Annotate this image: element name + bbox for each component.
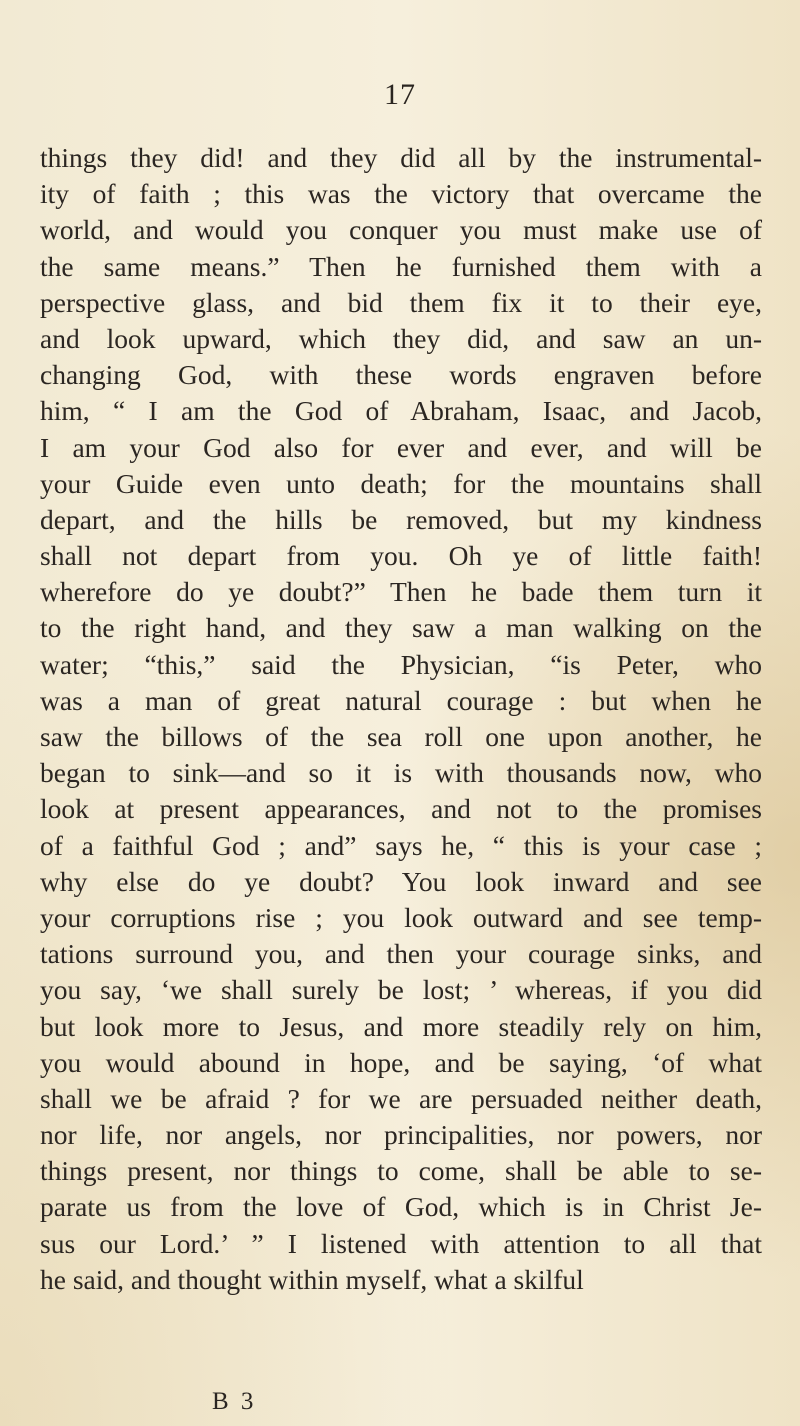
body-text <box>40 140 762 1298</box>
text-line: began to sink—and so it is with thousands now, who <box>40 757 762 789</box>
text-line: nor life, nor angels, nor principalities, nor powers, nor <box>40 1119 762 1151</box>
text-line: shall we be afraid ? for we are persuaded neither death, <box>40 1082 762 1114</box>
text-line: world, and would you conquer you must make use of <box>40 214 762 246</box>
text-line: wherefore do ye doubt?” Then he bade them turn it <box>40 576 762 608</box>
text-line: look at present appearances, and not to the promises <box>40 793 762 825</box>
text-line: him, “ I am the God of Abraham, Isaac, and Jacob, <box>40 395 762 427</box>
text-line: why else do ye doubt? You look inward and see <box>40 865 762 897</box>
text-line: but look more to Jesus, and more steadily rely on him, <box>40 1010 762 1042</box>
text-line: your corruptions rise ; you look outward and see temp- <box>40 901 762 933</box>
text-line: I am your God also for ever and ever, and will be <box>40 431 762 463</box>
text-line: sus our Lord.’ ” I listened with attention to all that <box>40 1227 762 1259</box>
text-line: saw the billows of the sea roll one upon another, he <box>40 721 762 752</box>
text-line: things present, nor things to come, shall be able to se- <box>40 1155 762 1187</box>
text-line: you would abound in hope, and be saying, ‘of what <box>40 1046 762 1078</box>
text-line: tations surround you, and then your courage sinks, and <box>40 938 762 970</box>
text-line: changing God, with these words engraven before <box>40 359 762 391</box>
text-line: of a faithful God ; and” says he, “ this is your case ; <box>40 829 762 861</box>
signature-mark: B 3 <box>212 1388 257 1415</box>
page-number: 17 <box>384 78 416 111</box>
text-line: parate us from the love of God, which is in Christ Je- <box>40 1191 762 1223</box>
text-line: depart, and the hills be removed, but my kindness <box>40 503 762 535</box>
text-line: the same means.” Then he furnished them with a <box>40 250 762 282</box>
text-line: to the right hand, and they saw a man walking on the <box>40 612 762 644</box>
text-line: perspective glass, and bid them fix it to their eye, <box>40 286 762 318</box>
text-line: things they did! and they did all by the instrumental- <box>40 142 762 173</box>
text-line: was a man of great natural courage : but when he <box>40 684 762 716</box>
text-line: and look upward, which they did, and saw an un- <box>40 322 762 354</box>
text-line: shall not depart from you. Oh ye of little faith! <box>40 540 762 572</box>
text-line: your Guide even unto death; for the mountains shall <box>40 467 762 499</box>
text-line: water; “this,” said the Physician, “is Peter, who <box>40 648 762 680</box>
text-line: you say, ‘we shall surely be lost; ’ whereas, if you did <box>40 974 762 1006</box>
text-line: ity of faith ; this was the victory that overcame the <box>40 178 762 210</box>
text-line: he said, and thought within myself, what a skilful <box>40 1263 584 1295</box>
